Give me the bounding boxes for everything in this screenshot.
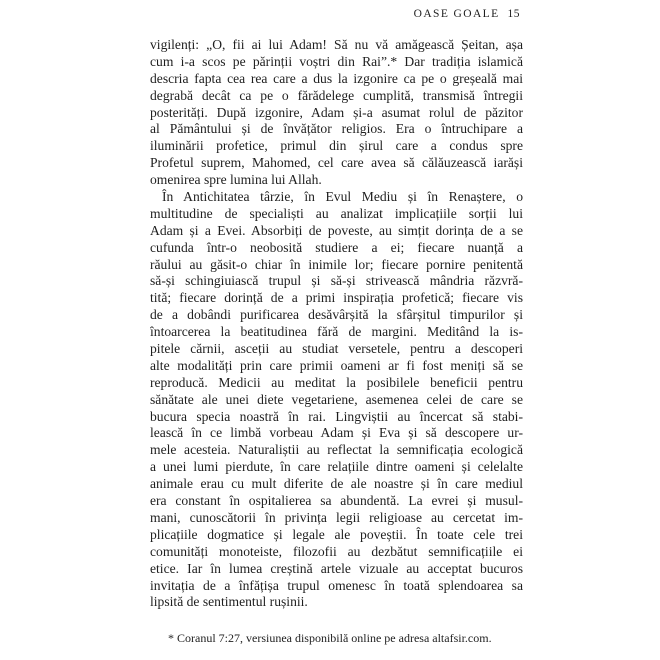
text-line: alte modalități prin care primii oameni ar fi fost meniți să se xyxy=(150,357,523,373)
text-line: pitele cărnii, asceții au studiat versetele, pentru a descoperi xyxy=(150,341,523,357)
text-line: În Antichitatea târzie, în Evul Mediu și în Renaștere, o xyxy=(162,189,523,205)
text-line: invitația de a înfățișa trupul omenesc în toată splendoarea sa xyxy=(150,577,523,593)
text-line: multitudine de specialiști au analizat implicațiile sorții lui xyxy=(150,205,523,221)
text-line: să-și schingiuiască trupul și să-și strivească mândria răzvră- xyxy=(150,273,523,289)
text-line: vigilenți: „O, fii ai lui Adam! Să nu vă amăgească Șeitan, așa xyxy=(150,37,523,52)
text-line: Profetul suprem, Mahomed, cel care avea să călăuzească iarăși xyxy=(150,155,523,171)
text-line: a unei lumi pierdute, în care relațiile dintre oameni și celelalte xyxy=(150,459,523,475)
text-line: cum i-a scos pe părinții voștri din Rai”.* Dar tradiția islamică xyxy=(150,53,523,69)
paragraph xyxy=(150,37,523,189)
text-line: omenirea spre lumina lui Allah. xyxy=(150,172,322,188)
body-text xyxy=(150,37,523,611)
text-line: Adam și a Evei. Absorbiți de poveste, au simțit dorința de a se xyxy=(150,222,523,238)
paragraph xyxy=(150,189,523,611)
running-head-title: OASE GOALE xyxy=(413,8,500,20)
text-line: descria fapta cea rea care a dus la izgonire ca pe o greșeală mai xyxy=(150,70,523,86)
text-line: posterități. După izgonire, Adam și-a asumat rolul de păzitor xyxy=(150,104,523,120)
text-line: lească în ce limbă vorbeau Adam și Eva și să descopere ur- xyxy=(150,425,523,441)
text-line: sănătate ale unei diete vegetariene, asemenea celei de care se xyxy=(150,391,523,407)
text-line: bucura specia noastră în rai. Lingviștii au încercat să stabi- xyxy=(150,408,523,424)
text-line: cufunda într-o neobosită studiere a ei; fiecare nuanță a xyxy=(150,239,523,255)
text-line: răului au găsit-o chiar în inimile lor; fiecare pornire penitentă xyxy=(150,256,523,272)
text-line: mani, cunoscătorii în privința legii religioase au cercetat im- xyxy=(150,509,523,525)
text-line: animale erau cu mult diferite de ale noastre și în care mediul xyxy=(150,476,523,492)
text-line: degrabă decât ca pe o fărădelege cumplită, transmisă întregii xyxy=(150,87,523,103)
text-line: reproducă. Medicii au meditat la posibilele beneficii pentru xyxy=(150,374,523,390)
text-line: al Pământului și de învățător religios. Era o întruchipare a xyxy=(150,121,523,137)
text-line: etice. Iar în lumea creștină artele vizuale au acceptat bucuros xyxy=(150,560,523,576)
text-line: plicațiile dogmatice și legale ale poveștii. În toate cele trei xyxy=(150,526,523,542)
page-number: 15 xyxy=(507,8,520,20)
text-line: tită; fiecare dorință de a primi inspirația profetică; fiecare vis xyxy=(150,290,523,306)
text-line: de a dobândi purificarea desăvârșită la sfârșitul timpurilor și xyxy=(150,307,523,323)
text-line: iluminării profetice, primul din șirul care a condus spre xyxy=(150,138,523,154)
footnote: * Coranul 7:27, versiunea disponibilă online pe adresa altafsir.com. xyxy=(168,631,492,645)
text-line: mele acesteia. Naturaliștii au reflectat la semnificația ecologică xyxy=(150,442,523,458)
text-line: lipsită de sentimentul rușinii. xyxy=(150,594,308,610)
running-head xyxy=(414,8,520,20)
text-line: era constant în ospitalierea sa abundentă. La evrei și musul- xyxy=(150,493,523,509)
text-line: comunități monoteiste, filozofii au dezbătut semnificațiile ei xyxy=(150,543,523,559)
text-line: întoarcerea la beatitudinea fără de margini. Meditând la is- xyxy=(150,324,523,340)
